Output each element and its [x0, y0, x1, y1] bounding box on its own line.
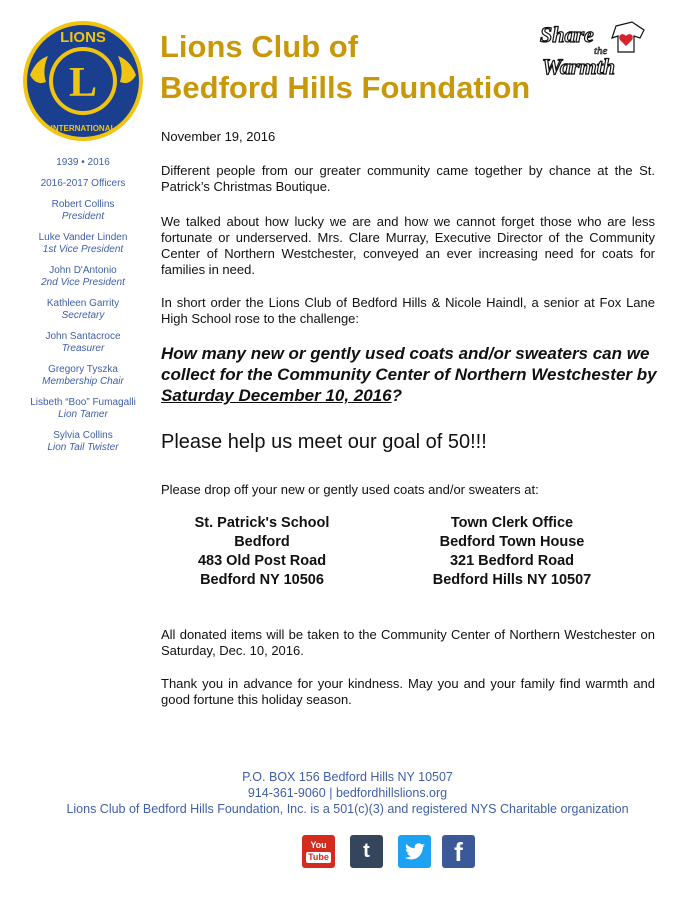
- footer-separator: |: [329, 786, 333, 800]
- location-street: 483 Old Post Road: [197, 553, 327, 569]
- officers-heading: 2016-2017 Officers: [40, 178, 126, 189]
- svg-text:Share: Share: [540, 22, 594, 47]
- officer-name: John Santacroce: [45, 331, 121, 342]
- footer-contact: [0, 785, 695, 801]
- officer-entry: [18, 364, 148, 388]
- paragraph-delivery: All donated items will be taken to the Community Center of Northern Westchester on Saturday, Dec. 10, 2016.: [161, 627, 655, 658]
- dropoff-location: [142, 514, 382, 590]
- location-city: Bedford NY 10506: [200, 572, 324, 588]
- footer-address: P.O. BOX 156 Bedford Hills NY 10507: [242, 770, 453, 784]
- officer-role: President: [61, 211, 105, 222]
- officer-name: Gregory Tyszka: [48, 364, 118, 375]
- callout-end: ?: [391, 386, 402, 405]
- officer-name: Luke Vander Linden: [38, 232, 128, 243]
- location-building: Bedford Town House: [439, 534, 585, 550]
- callout-deadline: Saturday December 10, 2016: [161, 386, 392, 405]
- location-town: Bedford: [234, 534, 290, 550]
- officer-name: Sylvia Collins: [53, 430, 113, 441]
- goal-statement: Please help us meet our goal of 50!!!: [161, 431, 487, 453]
- officers-sidebar: [18, 157, 148, 463]
- coat-drive-callout: [161, 343, 661, 406]
- location-city: Bedford Hills NY 10507: [432, 572, 592, 588]
- founding-years: 1939 • 2016: [56, 157, 110, 168]
- officer-name: Lisbeth “Boo” Fumagalli: [30, 397, 136, 408]
- svg-text:Warmth: Warmth: [542, 54, 615, 78]
- officer-entry: [18, 430, 148, 454]
- dropoff-location: [392, 514, 632, 590]
- logo-text-bottom: INTERNATIONAL: [50, 124, 116, 133]
- officer-name: Kathleen Garrity: [46, 298, 120, 309]
- officer-entry: [18, 397, 148, 421]
- officer-entry: [18, 199, 148, 223]
- letter-date: November 19, 2016: [161, 129, 276, 144]
- share-the-warmth-logo: [538, 18, 648, 78]
- logo-text-top: LIONS: [60, 29, 106, 46]
- facebook-icon[interactable]: f: [442, 835, 475, 868]
- paragraph-thanks: Thank you in advance for your kindness. May you and your family find warmth and good fortune this holiday season.: [161, 676, 655, 707]
- social-links: [302, 835, 472, 871]
- officer-role: Secretary: [61, 310, 105, 321]
- officer-name: John D'Antonio: [49, 265, 117, 276]
- location-name: St. Patrick's School: [194, 515, 330, 531]
- footer-website-link[interactable]: bedfordhillslions.org: [335, 786, 448, 800]
- tumblr-icon[interactable]: t: [350, 835, 383, 868]
- svg-text:the: the: [594, 45, 608, 57]
- lions-international-logo: [22, 20, 144, 142]
- youtube-icon[interactable]: You Tube: [302, 835, 335, 868]
- org-title-line1: Lions Club of: [160, 29, 359, 64]
- location-name: Town Clerk Office: [450, 515, 574, 531]
- logo-letter: L: [68, 60, 98, 106]
- officer-entry: [18, 298, 148, 322]
- twitter-bird-icon: [404, 843, 426, 861]
- officer-entry: [18, 331, 148, 355]
- footer-phone: 914-361-9060: [247, 786, 326, 800]
- officer-role: 2nd Vice President: [41, 277, 125, 288]
- officer-role: Lion Tail Twister: [47, 442, 119, 453]
- footer-nonprofit-statement: Lions Club of Bedford Hills Foundation, Inc. is a 501(c)(3) and registered NYS Charitable organization: [66, 802, 629, 816]
- officer-role: 1st Vice President: [42, 244, 124, 255]
- footer: [0, 769, 695, 817]
- org-title-line2: Bedford Hills Foundation: [160, 70, 531, 105]
- location-street: 321 Bedford Road: [449, 553, 575, 569]
- paragraph-need: We talked about how lucky we are and how we cannot forget those who are less fortunate or underserved. Mrs. Clare Murray, Executive Director of the Community Center of Northern Westchester, conveyed an ever increasing need for coats for families in need.: [161, 214, 655, 277]
- officer-role: Lion Tamer: [58, 409, 108, 420]
- officer-entry: [18, 232, 148, 256]
- twitter-icon[interactable]: [398, 835, 431, 868]
- officer-role: Membership Chair: [42, 376, 124, 387]
- officer-role: Treasurer: [61, 343, 105, 354]
- callout-text: How many new or gently used coats and/or sweaters can we collect for the Community Center of Northern Westchester by: [161, 344, 657, 384]
- officer-name: Robert Collins: [51, 199, 115, 210]
- paragraph-challenge: In short order the Lions Club of Bedford Hills & Nicole Haindl, a senior at Fox Lane High School rose to the challenge:: [161, 295, 655, 326]
- officer-entry: [18, 265, 148, 289]
- dropoff-intro: Please drop off your new or gently used coats and/or sweaters at:: [161, 482, 539, 497]
- paragraph-intro: Different people from our greater community came together by chance at the St. Patrick’s Christmas Boutique.: [161, 163, 655, 194]
